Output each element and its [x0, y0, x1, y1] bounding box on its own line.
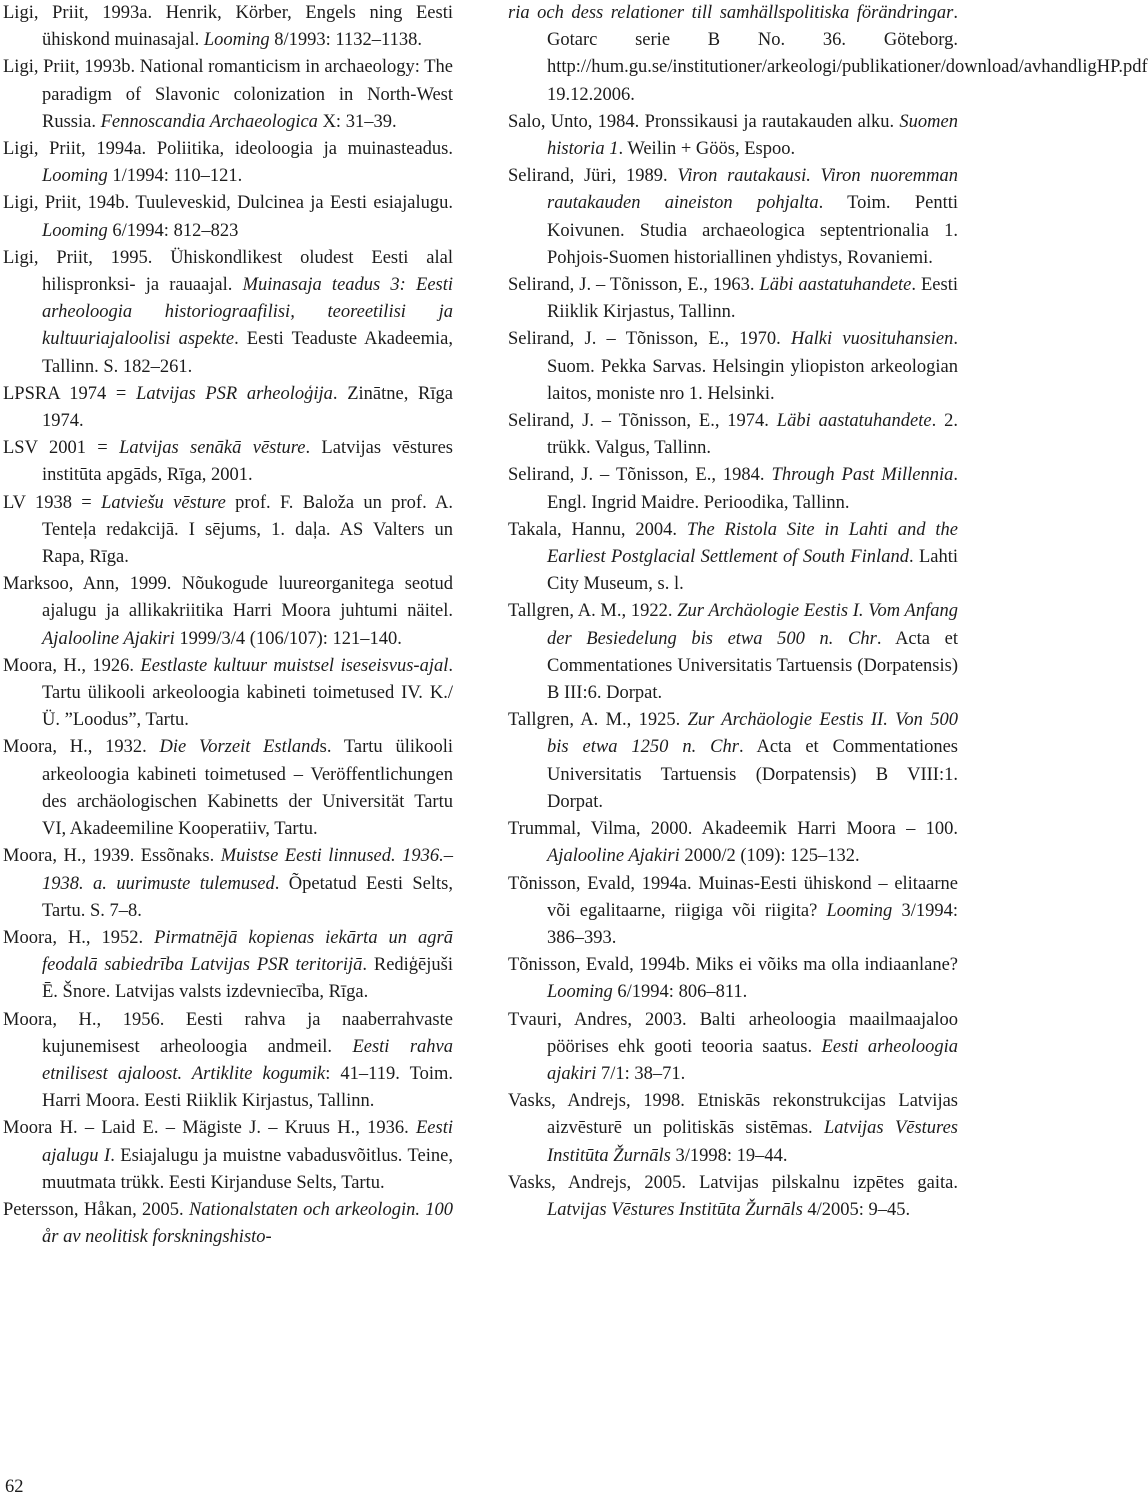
entry-text: : 41–119. Toim. Harri Moora. Eesti Riiklik Kirjastus, Tallinn. — [42, 1063, 453, 1112]
entry-title-italic: Fennoscandia Archaeologica — [100, 111, 318, 132]
entry-text: . Weilin + Göös, Espoo. — [618, 139, 796, 160]
bibliography-entry — [508, 598, 958, 707]
entry-title-italic: Looming — [203, 30, 270, 51]
bibliography-entry — [3, 0, 453, 54]
entry-text: Tvauri, Andres, 2003. Balti arheoloogia maailmaajaloo pöörises ehk gooti teooria saatus. — [508, 1009, 958, 1057]
entry-text: Ligi, Priit, 1994a. Poliitika, ideoloogia ja muinasteadus. — [3, 139, 453, 160]
entry-text: . Suom. Pekka Sarvas. Helsingin yliopiston arkeologian laitos, moniste nro 1. Helsinki. — [547, 329, 958, 404]
entry-title-italic: Läbi aastatuhandete — [776, 411, 932, 432]
entry-text: Tõnisson, Evald, 1994a. Muinas-Eesti ühiskond – elitaarne või egalitaarne, riigiga või riigita? — [508, 873, 958, 921]
bibliography-right-column — [508, 0, 1148, 1224]
entry-text: Selirand, J. – Tõnisson, E., 1984. — [508, 465, 772, 486]
entry-text: . Engl. Ingrid Maidre. Perioodika, Tallinn. — [547, 465, 958, 513]
bibliography-entry — [3, 843, 453, 925]
entry-text: Trummal, Vilma, 2000. Akadeemik Harri Moora – 100. — [508, 819, 958, 840]
entry-title-italic: Halki vuosituhansien — [791, 329, 954, 350]
bibliography-entry — [3, 54, 453, 136]
bibliography-entry — [3, 381, 453, 435]
entry-title-italic: Latvijas Vēstures Institūta Žurnāls — [547, 1118, 958, 1166]
entry-text: Marksoo, Ann, 1999. Nõukogude luureorganitega seotud ajalugu ja allikakriitika Harri Moora juhtumi näitel. — [3, 574, 453, 622]
bibliography-entry — [3, 136, 453, 190]
bibliography-entry — [3, 1197, 453, 1251]
entry-text: X: 31–39. — [317, 111, 397, 132]
entry-title-italic: Eesti ajalugu I — [42, 1118, 453, 1166]
bibliography-entry — [3, 734, 453, 843]
entry-text: LPSRA 1974 = — [3, 383, 137, 404]
entry-text: Moora, H., 1952. — [3, 927, 155, 948]
entry-text: Ligi, Priit, 1995. Ühiskondlikest oludest Eesti alal hilispronksi- ja rauaajal. — [3, 247, 453, 296]
entry-title-italic: Ajalooline Ajakiri — [547, 846, 680, 867]
entry-text: . Lahti City Museum, s. l. — [547, 547, 959, 595]
bibliography-entry — [508, 1007, 958, 1089]
entry-title-italic: Latvijas PSR arheoloģija — [136, 383, 333, 404]
bibliography-entry — [508, 0, 1148, 109]
entry-text: 8/1993: 1132–1138. — [269, 30, 422, 51]
entry-title-italic: Suomen historia 1 — [547, 111, 958, 160]
entry-text: Moora, H., 1939. Essõnaks. — [3, 846, 221, 867]
entry-title-italic: Zur Archäologie Eestis II. Von 500 bis etwa 1250 n. Chr — [547, 710, 958, 758]
entry-title-italic: Eesti arheoloogia ajakiri — [547, 1036, 958, 1084]
entry-text: LSV 2001 = — [3, 438, 120, 459]
entry-text: Moora H. – Laid E. – Mägiste J. – Kruus H., 1936. — [3, 1118, 416, 1139]
bibliography-entry — [508, 517, 958, 599]
entry-text: . Eesti Riiklik Kirjastus, Tallinn. — [547, 275, 958, 323]
entry-text: Selirand, J. – Tõnisson, E., 1970. — [508, 329, 792, 350]
entry-title-italic: Viron rautakausi. Viron nuoremman rautakauden aineiston pohjalta — [547, 166, 958, 214]
entry-text: . Esiajalugu ja muistne vabadusvõitlus. Teine, muutmata trükk. Eesti Kirjanduse Selts, Tartu. — [42, 1145, 453, 1193]
entry-text: . 2. trükk. Valgus, Tallinn. — [547, 411, 958, 459]
bibliography-entry — [508, 326, 958, 408]
entry-title-italic: Die Vorzeit Estland — [159, 737, 320, 758]
bibliography-entry — [3, 245, 453, 381]
entry-text: . Acta et Commentationes Universitatis Tartuensis (Dorpatensis) B VIII:1. Dorpat. — [547, 737, 958, 812]
entry-title-italic: ria och dess relationer till samhällspolitiska förändringar — [508, 3, 954, 23]
entry-title-italic: Zur Archäologie Eestis I. Vom Anfang der Besiedelung bis etwa 500 n. Chr — [547, 601, 958, 649]
entry-text: 1/1994: 110–121. — [107, 166, 243, 187]
entry-text: 2000/2 (109): 125–132. — [679, 846, 860, 867]
bibliography-entry — [3, 653, 453, 735]
entry-title-italic: Looming — [826, 900, 893, 921]
entry-text: Moora, H., 1926. — [3, 655, 141, 676]
entry-text: . Toim. Pentti Koivunen. Studia archaeologica septentrionalia 1. Pohjois-Suomen historiallinen yhdistys, Rovaniemi. — [547, 193, 959, 268]
entry-text: Ligi, Priit, 194b. Tuuleveskid, Dulcinea ja Eesti esiajalugu. — [3, 193, 453, 214]
entry-text: 4/2005: 9–45. — [802, 1199, 911, 1220]
entry-title-italic: Muinasaja teadus 3: Eesti arheoloogia historiograafilisi, teoreetilisi ja kultuuriajaloolisi aspekte — [42, 275, 454, 350]
bibliography-entry — [508, 408, 958, 462]
bibliography-entry — [3, 1115, 453, 1197]
bibliography-entry — [508, 1088, 958, 1170]
entry-text: Petersson, Håkan, 2005. — [3, 1199, 189, 1220]
entry-text: 7/1: 38–71. — [596, 1063, 686, 1084]
entry-text: Moora, H., 1956. Eesti rahva ja naaberrahvaste kujunemisest arheoloogia andmeil. — [3, 1009, 453, 1057]
entry-text: Vasks, Andrejs, 2005. Latvijas pilskalnu izpētes gaita. — [508, 1172, 958, 1193]
entry-title-italic: Läbi aastatuhandete — [759, 275, 912, 296]
bibliography-entry — [508, 462, 958, 516]
entry-text: Selirand, J. – Tõnisson, E., 1974. — [508, 411, 777, 432]
entry-text: . Õpetatud Eesti Selts, Tartu. S. 7–8. — [42, 873, 453, 921]
entry-text: Takala, Hannu, 2004. — [508, 519, 687, 540]
entry-title-italic: Latviešu vēsture — [101, 492, 226, 513]
bibliography-entry — [508, 707, 958, 816]
entry-text: . Zinātne, Rīga 1974. — [42, 383, 453, 432]
bibliography-entry — [3, 190, 453, 244]
entry-text: . Eesti Teaduste Akadeemia, Tallinn. S. 182–261. — [42, 329, 453, 377]
entry-text: . Latvijas vēstures institūta apgāds, Rīga, 2001. — [42, 438, 453, 486]
bibliography-entry — [508, 871, 958, 953]
bibliography-entry — [508, 1170, 958, 1224]
entry-title-italic: Eesti rahva etnilisest ajaloost. Artiklite kogumik — [42, 1036, 454, 1084]
entry-title-italic: Pirmatnējā kopienas iekārta un agrā feodalā sabiedrība Latvijas PSR teritorijā — [42, 927, 453, 976]
bibliography-entry — [3, 571, 453, 653]
bibliography-left-column — [3, 0, 453, 1251]
entry-title-italic: Through Past Millennia — [771, 465, 954, 486]
bibliography-entry — [508, 163, 958, 272]
entry-text: Vasks, Andrejs, 1998. Etniskās rekonstrukcijas Latvijas aizvēsturē un politiskās sistēmas. — [508, 1091, 958, 1139]
entry-title-italic: Muistse Eesti linnused. 1936.–1938. a. uurimuste tulemused — [42, 846, 454, 894]
entry-text: . Rediģējuši Ē. Šnore. Latvijas valsts izdevniecība, Rīga. — [42, 955, 453, 1003]
entry-text: Ligi, Priit, 1993b. National romanticism in archaeology: The paradigm of Slavonic colonization in North-West Russia. — [3, 57, 453, 132]
entry-text: Ligi, Priit, 1993a. Henrik, Körber, Engels ning Eesti ühiskond muinasajal. — [3, 3, 453, 51]
entry-text: Tallgren, A. M., 1925. — [508, 710, 688, 731]
entry-text: prof. F. Baloža un prof. A. Tenteļa redakcijā. I sējums, 1. daļa. AS Valters un Rapa, Rīga. — [42, 492, 454, 568]
entry-title-italic: Latvijas senākā vēsture — [119, 438, 306, 459]
entry-text: 3/1998: 19–44. — [670, 1145, 788, 1166]
entry-text: 3/1994: 386–393. — [547, 900, 958, 948]
entry-title-italic: Ajalooline Ajakiri — [42, 628, 175, 649]
entry-title-italic: Looming — [42, 220, 108, 241]
entry-title-italic: Latvijas Vēstures Institūta Žurnāls — [547, 1199, 803, 1220]
entry-text: Salo, Unto, 1984. Pronssikausi ja rautakauden alku. — [508, 111, 900, 132]
bibliography-entry — [3, 435, 453, 489]
bibliography-entry — [508, 272, 958, 326]
entry-text: 6/1994: 812–823 — [107, 220, 239, 241]
entry-text: Moora, H., 1932. — [3, 737, 160, 758]
entry-text: s. Tartu ülikooli arkeoloogia kabineti toimetused – Veröffentlichungen des archäologischen Kabinetts der Universität Tartu VI, Akadeemiline Kooperatiiv, Tartu. — [42, 737, 454, 840]
entry-text: Tõnisson, Evald, 1994b. Miks ei võiks ma olla indiaanlane? — [508, 955, 958, 976]
bibliography-entry — [3, 1007, 453, 1116]
entry-title-italic: The Ristola Site in Lahti and the Earliest Postglacial Settlement of South Finland — [547, 519, 958, 568]
entry-title-italic: Looming — [547, 982, 613, 1003]
entry-title-italic: Looming — [42, 166, 108, 187]
entry-title-italic: Eestlaste kultuur muistsel iseseisvus-ajal — [140, 655, 449, 676]
bibliography-entry — [3, 490, 453, 572]
entry-text: 1999/3/4 (106/107): 121–140. — [174, 628, 402, 649]
entry-text: . Gotarc serie B No. 36. Göteborg. http://hum.gu.se/institutioner/arkeologi/publikationer/download/avhandligHP.pdf 19.12.2006. — [547, 3, 1148, 105]
entry-text: Selirand, Jüri, 1989. — [508, 166, 678, 187]
bibliography-entry — [508, 816, 958, 870]
entry-text: Selirand, J. – Tõnisson, E., 1963. — [508, 275, 760, 296]
bibliography-entry — [3, 925, 453, 1007]
page-number: 62 — [5, 1477, 24, 1497]
entry-title-italic: Nationalstaten och arkeologin. 100 år av neolitisk forskningshisto- — [42, 1199, 453, 1248]
entry-text: . Tartu ülikooli arkeoloogia kabineti toimetused IV. K./Ü. ”Loodus”, Tartu. — [42, 655, 453, 731]
entry-text: 6/1994: 806–811. — [612, 982, 748, 1003]
entry-text: LV 1938 = — [3, 492, 102, 513]
entry-text: Tallgren, A. M., 1922. — [508, 601, 678, 622]
entry-text: . Acta et Commentationes Universitatis Tartuensis (Dorpatensis) B III:6. Dorpat. — [547, 628, 958, 704]
bibliography-entry — [508, 952, 958, 1006]
bibliography-entry — [508, 109, 958, 163]
